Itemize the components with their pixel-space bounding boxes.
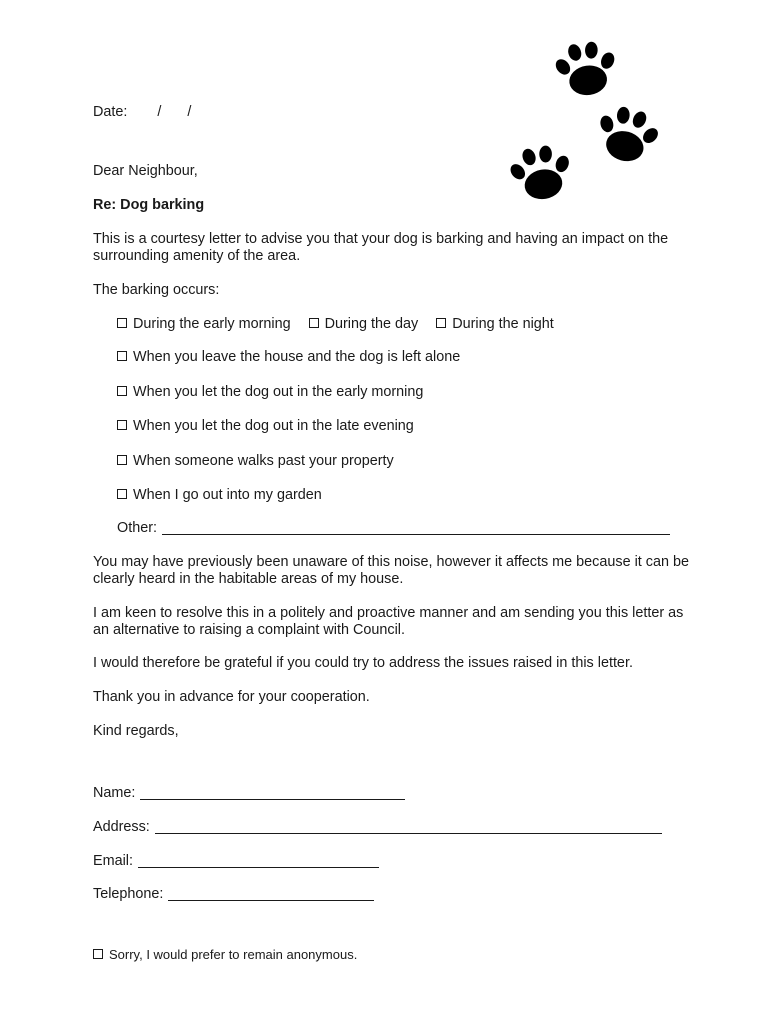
date-separator-1: / xyxy=(157,104,162,120)
paw-print-left xyxy=(504,141,577,205)
date-line xyxy=(93,104,191,121)
checkbox-icon[interactable] xyxy=(117,489,127,499)
other-label: Other: xyxy=(117,520,157,536)
checkbox-icon[interactable] xyxy=(117,318,127,328)
option-during-day[interactable]: During the day xyxy=(309,316,419,333)
address-label: Address: xyxy=(93,819,150,835)
option-let-out-evening[interactable]: When you let the dog out in the late evening xyxy=(117,418,414,435)
time-options-row xyxy=(117,316,554,333)
checkbox-icon[interactable] xyxy=(309,318,319,328)
other-input[interactable] xyxy=(162,520,670,535)
subject-line: Re: Dog barking xyxy=(93,197,205,213)
checkbox-icon[interactable] xyxy=(117,386,127,396)
closing: Kind regards, xyxy=(93,723,179,739)
telephone-line xyxy=(93,886,374,903)
checkbox-icon[interactable] xyxy=(93,949,103,959)
telephone-input[interactable] xyxy=(168,886,374,901)
email-line xyxy=(93,853,379,870)
intro-paragraph: This is a courtesy letter to advise you that your dog is barking and having an impact on the surrounding amenity of the area. xyxy=(93,231,669,264)
option-garden[interactable]: When I go out into my garden xyxy=(117,487,322,504)
name-input[interactable] xyxy=(140,785,405,800)
paw-print-top xyxy=(550,38,621,99)
checkbox-icon[interactable] xyxy=(117,420,127,430)
unaware-paragraph: You may have previously been unaware of this noise, however it affects me because it can be clearly heard in the habitable areas of my house. xyxy=(93,554,689,587)
option-leave-house[interactable]: When you leave the house and the dog is left alone xyxy=(117,349,460,366)
name-label: Name: xyxy=(93,785,136,801)
option-let-out-morning[interactable]: When you let the dog out in the early morning xyxy=(117,384,423,401)
grateful-paragraph: I would therefore be grateful if you could try to address the issues raised in this letter. xyxy=(93,655,633,671)
checkbox-icon[interactable] xyxy=(117,455,127,465)
occurs-label: The barking occurs: xyxy=(93,282,220,298)
address-line xyxy=(93,819,662,836)
option-during-night[interactable]: During the night xyxy=(436,316,554,333)
address-input[interactable] xyxy=(155,819,662,834)
option-early-morning[interactable]: During the early morning xyxy=(117,316,291,333)
salutation: Dear Neighbour, xyxy=(93,163,198,179)
option-walks-past[interactable]: When someone walks past your property xyxy=(117,453,394,470)
email-input[interactable] xyxy=(138,853,379,868)
email-label: Email: xyxy=(93,853,133,869)
keen-paragraph: I am keen to resolve this in a politely and proactive manner and am sending you this letter as an alternative to raising a complaint with Council. xyxy=(93,605,684,638)
other-line xyxy=(117,520,670,537)
checkbox-icon[interactable] xyxy=(436,318,446,328)
anonymous-option[interactable]: Sorry, I would prefer to remain anonymous. xyxy=(93,946,357,963)
date-separator-2: / xyxy=(187,104,192,120)
date-label: Date: xyxy=(93,104,128,120)
thanks-paragraph: Thank you in advance for your cooperation. xyxy=(93,689,370,705)
name-line xyxy=(93,785,405,802)
telephone-label: Telephone: xyxy=(93,886,164,902)
paw-prints-icon xyxy=(500,38,670,208)
checkbox-icon[interactable] xyxy=(117,351,127,361)
paw-print-right xyxy=(589,100,665,168)
